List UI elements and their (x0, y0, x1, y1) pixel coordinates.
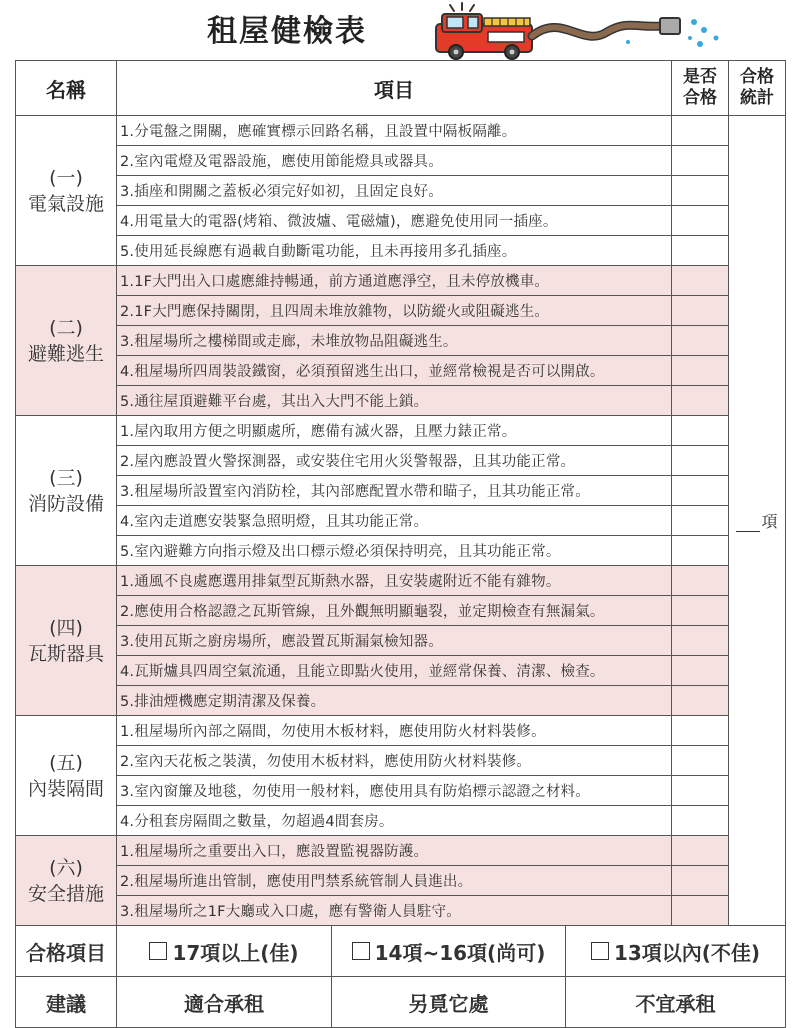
result-option-fair[interactable]: 14項~16項(尚可) (332, 926, 566, 976)
pass-check-cell[interactable] (672, 446, 729, 476)
checklist-item: 3.租屋場所之1F大廳或入口處，應有警衛人員駐守。 (117, 896, 672, 926)
pass-check-cell[interactable] (672, 656, 729, 686)
checklist-row (16, 746, 786, 776)
checklist-item: 1.通風不良處應選用排氣型瓦斯熱水器，且安裝處附近不能有雜物。 (117, 566, 672, 596)
advice-row (16, 977, 786, 1028)
checklist-item: 5.使用延長線應有過載自動斷電功能，且未再接用多孔插座。 (117, 236, 672, 266)
header-pass-stat: 合格 統計 (729, 61, 786, 116)
checklist-row (16, 326, 786, 356)
pass-check-cell[interactable] (672, 116, 729, 146)
advice-good: 適合承租 (117, 977, 332, 1027)
checkbox-icon[interactable] (352, 942, 370, 960)
pass-check-cell[interactable] (672, 836, 729, 866)
pass-check-cell[interactable] (672, 776, 729, 806)
pass-stat-cell (729, 116, 786, 926)
category-cell (16, 716, 117, 836)
checklist-row (16, 506, 786, 536)
page-title: 租屋健檢表 (207, 14, 367, 49)
category-name: 內裝隔間 (27, 777, 104, 800)
checklist-item: 3.租屋場所設置室內消防栓，其內部應配置水帶和瞄子，且其功能正常。 (117, 476, 672, 506)
checklist-item: 3.插座和開關之蓋板必須完好如初，且固定良好。 (117, 176, 672, 206)
result-option-poor[interactable]: 13項以內(不佳) (566, 926, 785, 976)
checklist-row (16, 866, 786, 896)
pass-check-cell[interactable] (672, 716, 729, 746)
checklist-item: 1.1F大門出入口處應維持暢通，前方通道應淨空，且未停放機車。 (117, 266, 672, 296)
checklist-row (16, 146, 786, 176)
pass-check-cell[interactable] (672, 506, 729, 536)
advice-fair: 另覓它處 (332, 977, 566, 1027)
checklist-item: 2.屋內應設置火警探測器，或安裝住宅用火災警報器，且其功能正常。 (117, 446, 672, 476)
pass-check-cell[interactable] (672, 296, 729, 326)
checklist-row (16, 566, 786, 596)
category-name: 瓦斯器具 (27, 642, 104, 665)
checklist-row (16, 716, 786, 746)
category-number: (二) (49, 316, 83, 339)
checklist-row (16, 296, 786, 326)
pass-check-cell[interactable] (672, 326, 729, 356)
result-option-good[interactable]: 17項以上(佳) (117, 926, 332, 976)
pass-check-cell[interactable] (672, 566, 729, 596)
category-number: (五) (49, 751, 83, 774)
checklist-item: 4.室內走道應安裝緊急照明燈，且其功能正常。 (117, 506, 672, 536)
checklist-row (16, 356, 786, 386)
category-number: (三) (49, 466, 83, 489)
checklist-item: 4.瓦斯爐具四周空氣流通，且能立即點火使用，並經常保養、清潔、檢查。 (117, 656, 672, 686)
checklist-row (16, 116, 786, 146)
checklist-row (16, 776, 786, 806)
pass-check-cell[interactable] (672, 626, 729, 656)
pass-check-cell[interactable] (672, 536, 729, 566)
checklist-item: 2.室內天花板之裝潢，勿使用木板材料，應使用防火材料裝修。 (117, 746, 672, 776)
checklist-item: 3.使用瓦斯之廚房場所，應設置瓦斯漏氣檢知器。 (117, 626, 672, 656)
checklist-item: 1.租屋場所之重要出入口，應設置監視器防護。 (117, 836, 672, 866)
category-name: 安全措施 (27, 882, 104, 905)
pass-check-cell[interactable] (672, 206, 729, 236)
checklist-row (16, 446, 786, 476)
checklist-row (16, 416, 786, 446)
checklist-item: 5.室內避難方向指示燈及出口標示燈必須保持明亮，且其功能正常。 (117, 536, 672, 566)
checklist-row (16, 896, 786, 926)
category-cell (16, 416, 117, 566)
pass-check-cell[interactable] (672, 386, 729, 416)
checklist-row (16, 236, 786, 266)
checklist-item: 4.分租套房隔間之數量，勿超過4間套房。 (117, 806, 672, 836)
checklist-item: 2.室內電燈及電器設施，應使用節能燈具或器具。 (117, 146, 672, 176)
pass-check-cell[interactable] (672, 176, 729, 206)
fire-truck-illustration (432, 2, 732, 62)
pass-check-cell[interactable] (672, 896, 729, 926)
checklist-body (16, 116, 786, 926)
advice-label: 建議 (16, 977, 117, 1028)
checklist-item: 5.通往屋頂避難平台處，其出入大門不能上鎖。 (117, 386, 672, 416)
pass-check-cell[interactable] (672, 746, 729, 776)
checkbox-icon[interactable] (591, 942, 609, 960)
checklist-item: 2.租屋場所進出管制，應使用門禁系統管制人員進出。 (117, 866, 672, 896)
checklist-item: 3.租屋場所之樓梯間或走廊，未堆放物品阻礙逃生。 (117, 326, 672, 356)
category-number: (六) (49, 856, 83, 879)
checklist-row (16, 656, 786, 686)
checklist-row (16, 686, 786, 716)
checklist-row (16, 386, 786, 416)
checklist-row (16, 476, 786, 506)
category-number: (四) (49, 616, 83, 639)
category-cell (16, 836, 117, 926)
checklist-row (16, 836, 786, 866)
category-cell (16, 266, 117, 416)
pass-check-cell[interactable] (672, 596, 729, 626)
checklist-item: 1.租屋場所內部之隔間，勿使用木板材料，應使用防火材料裝修。 (117, 716, 672, 746)
checklist-row (16, 176, 786, 206)
checklist-row (16, 806, 786, 836)
category-name: 消防設備 (27, 492, 104, 515)
pass-check-cell[interactable] (672, 146, 729, 176)
pass-check-cell[interactable] (672, 806, 729, 836)
checklist-item: 1.分電盤之開關，應確實標示回路名稱，且設置中隔板隔離。 (117, 116, 672, 146)
stat-unit: 項 (761, 512, 778, 531)
category-cell (16, 116, 117, 266)
category-name: 避難逃生 (27, 342, 104, 365)
checklist-row (16, 536, 786, 566)
header-name: 名稱 (16, 61, 117, 116)
result-row (16, 926, 786, 977)
checklist-row (16, 206, 786, 236)
pass-check-cell[interactable] (672, 356, 729, 386)
pass-check-cell[interactable] (672, 416, 729, 446)
count-blank[interactable] (736, 515, 760, 532)
checklist-item: 4.用電量大的電器(烤箱、微波爐、電磁爐)，應避免使用同一插座。 (117, 206, 672, 236)
category-cell (16, 566, 117, 716)
checklist-row (16, 596, 786, 626)
pass-check-cell[interactable] (672, 236, 729, 266)
header-items: 項目 (117, 61, 672, 116)
checklist-row (16, 266, 786, 296)
checklist-item: 5.排油煙機應定期清潔及保養。 (117, 686, 672, 716)
pass-check-cell[interactable] (672, 866, 729, 896)
rental-checklist-table (15, 60, 786, 1028)
checklist-item: 1.屋內取用方便之明顯處所，應備有滅火器，且壓力錶正常。 (117, 416, 672, 446)
category-number: (一) (49, 166, 83, 189)
header-pass-check: 是否 合格 (672, 61, 729, 116)
category-name: 電氣設施 (27, 192, 104, 215)
checklist-item: 2.1F大門應保持關閉，且四周未堆放雜物，以防縱火或阻礙逃生。 (117, 296, 672, 326)
pass-check-cell[interactable] (672, 476, 729, 506)
checklist-row (16, 626, 786, 656)
checklist-item: 4.租屋場所四周裝設鐵窗，必須預留逃生出口，並經常檢視是否可以開啟。 (117, 356, 672, 386)
pass-check-cell[interactable] (672, 686, 729, 716)
pass-check-cell[interactable] (672, 266, 729, 296)
advice-poor: 不宜承租 (635, 991, 716, 1016)
result-label: 合格項目 (16, 926, 117, 977)
checkbox-icon[interactable] (149, 942, 167, 960)
checklist-item: 2.應使用合格認證之瓦斯管線，且外觀無明顯龜裂，並定期檢查有無漏氣。 (117, 596, 672, 626)
checklist-item: 3.室內窗簾及地毯，勿使用一般材料，應使用具有防焰標示認證之材料。 (117, 776, 672, 806)
